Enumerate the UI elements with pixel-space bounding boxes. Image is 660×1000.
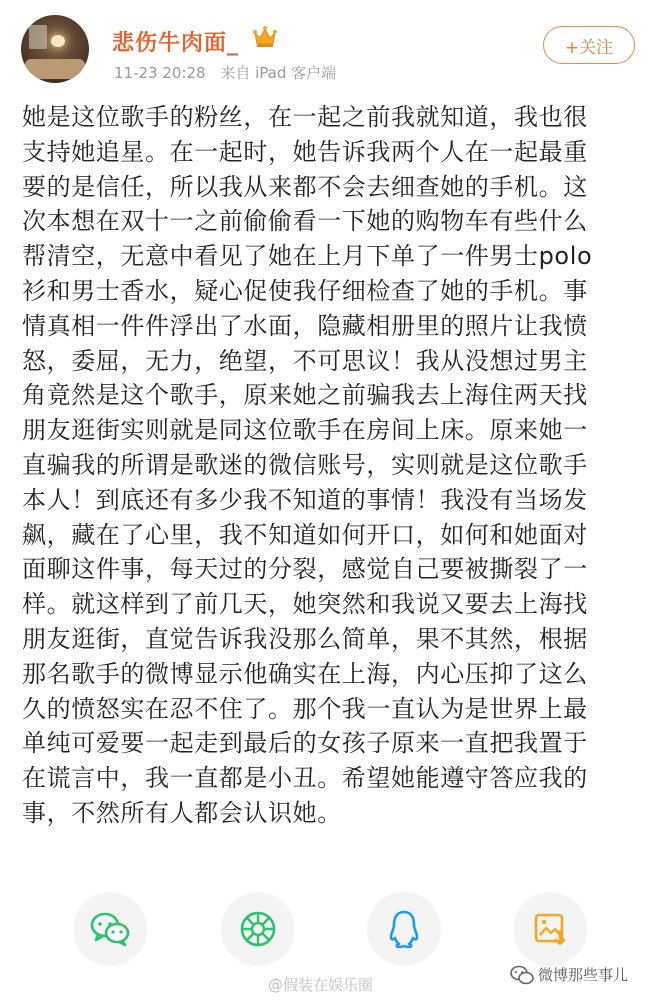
post-text — [22, 100, 640, 831]
share-save-button[interactable] — [513, 892, 587, 966]
wechat-logo-icon — [510, 965, 534, 985]
moments-icon — [239, 910, 277, 948]
post-line: 朋友逛街，直觉告诉我没那么简单，果不其然，根据 — [22, 624, 588, 653]
post-line: 衫和男士香水，疑心促使我仔细检查了她的手机。事 — [22, 276, 588, 305]
crown-icon — [252, 25, 278, 49]
post-line: 要的是信任，所以我从来都不会去细查她的手机。这 — [22, 172, 588, 201]
post-header — [0, 0, 660, 100]
follow-label: +关注 — [564, 37, 614, 58]
qq-icon — [387, 909, 421, 949]
share-moments-button[interactable] — [221, 892, 295, 966]
post-line: 帮清空，无意中看见了她在上月下单了一件男士polo — [22, 242, 593, 271]
share-qq-button[interactable] — [367, 892, 441, 966]
post-timestamp: 11-23 20:28 — [114, 64, 206, 82]
avatar[interactable] — [21, 15, 89, 83]
avatar-window — [29, 25, 47, 49]
wechat-watermark — [510, 964, 628, 985]
author-name[interactable]: 悲伤牛肉面_ — [112, 31, 240, 56]
post-meta — [114, 62, 336, 83]
post-line: 本人！到底还有多少我不知道的事情！我没有当场发 — [22, 485, 588, 514]
post-line: 样。就这样到了前几天，她突然和我说又要去上海找 — [22, 590, 588, 619]
wechat-icon — [90, 911, 130, 947]
post-line: 飙，藏在了心里，我不知道如何开口，如何和她面对 — [22, 520, 588, 549]
post-line: 朋友逛街实则就是同这位歌手在房间上床。原来她一 — [22, 416, 588, 445]
post-line: 事，不然所有人都会认识她。 — [22, 798, 342, 827]
post-line: 她是这位歌手的粉丝，在一起之前我就知道，我也很 — [22, 103, 588, 131]
post-line: 在谎言中，我一直都是小丑。希望她能遵守答应我的 — [22, 764, 588, 793]
post-line: 直骗我的所谓是歌迷的微信账号，实则就是这位歌手 — [22, 450, 588, 479]
weibo-watermark: @假装在娱乐圈 — [268, 976, 374, 994]
post-line: 情真相一件件浮出了水面，隐藏相册里的照片让我愤 — [22, 311, 588, 340]
post-line: 角竟然是这个歌手，原来她之前骗我去上海住两天找 — [22, 381, 588, 410]
save-image-icon — [532, 911, 568, 947]
follow-button[interactable] — [543, 26, 635, 64]
avatar-bed — [25, 59, 85, 79]
post-line: 次本想在双十一之前偷偷看一下她的购物车有些什么 — [22, 207, 588, 236]
share-wechat-button[interactable] — [73, 892, 147, 966]
post-line: 单纯可爱要一起走到最后的女孩子原来一直把我置于 — [22, 729, 588, 758]
post-line: 面聊这件事，每天过的分裂，感觉自己要被撕裂了一 — [22, 555, 588, 584]
wechat-watermark-text: 微博那些事儿 — [538, 966, 629, 984]
post-line: 久的愤怒实在忍不住了。那个我一直认为是世界上最 — [22, 694, 588, 723]
post-line: 怒，委屈，无力，绝望，不可思议！我从没想过男主 — [22, 346, 588, 375]
post-line: 那名歌手的微博显示他确实在上海，内心压抑了这么 — [22, 659, 588, 688]
post-line: 支持她追星。在一起时，她告诉我两个人在一起最重 — [22, 137, 588, 166]
post-source: 来自 iPad 客户端 — [220, 64, 337, 82]
avatar-lamp — [51, 35, 65, 47]
